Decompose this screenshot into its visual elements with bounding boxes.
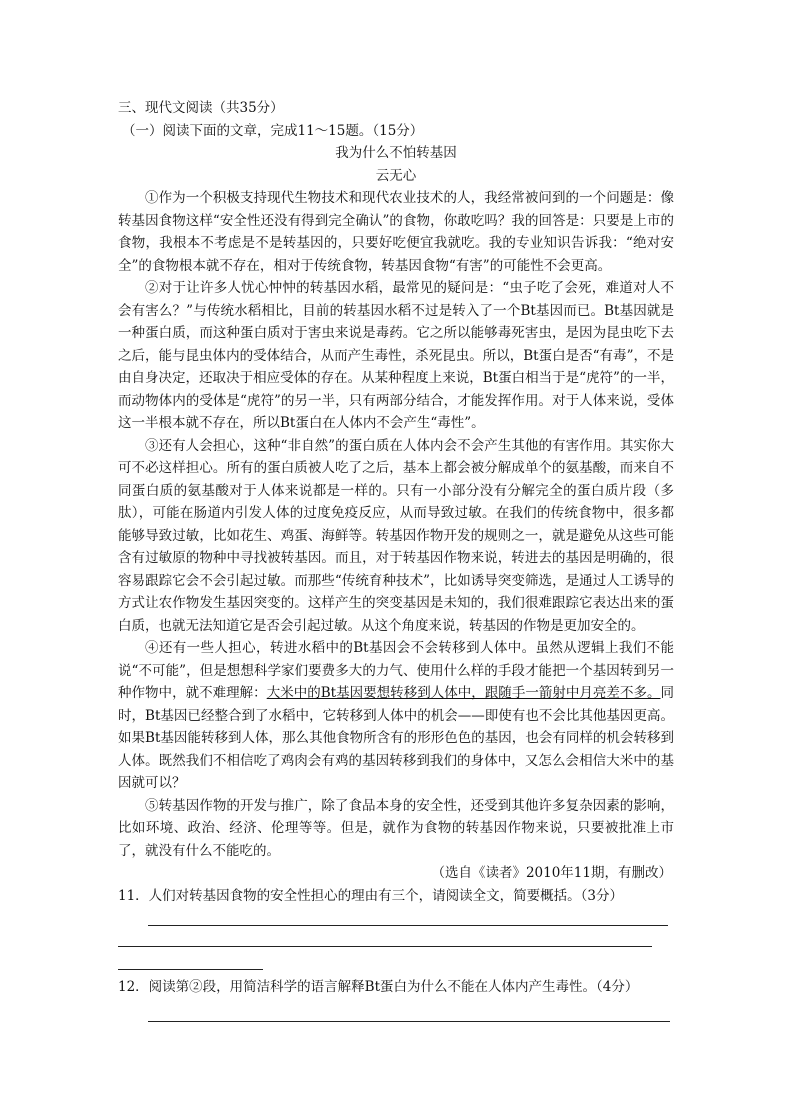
article-source: （选自《读者》2010年11期，有删改） xyxy=(431,865,672,881)
section-title: 三、现代文阅读（共35分） xyxy=(118,100,284,116)
answer-line[interactable] xyxy=(148,1021,670,1022)
answer-line[interactable] xyxy=(118,946,652,947)
paragraph-3: ③还有人会担心，这种“非自然”的蛋白质在人体内会不会产生其他的有害作用。其实你大可不必这样担心。所有的蛋白质被人吃了之后，基本上都会被分解成单个的氨基酸，而来自不同蛋白质的氨基酸对于人体来说都是一样的。只有一小部分没有分解完全的蛋白质片段（多肽），可能在肠道内引发人体的过度免疫反应，从而导致过敏。在我们的传统食物中，很多都能够导致过敏，比如花生、鸡蛋、海鲜等。转基因作物开发的规则之一，就是避免从这些可能含有过敏原的物种中寻找被转基因。而且，对于转基因作物来说，转进去的基因是明确的，很容易跟踪它会不会引起过敏。而那些“传统育种技术”，比如诱导突变筛选，是通过人工诱导的方式让农作物发生基因突变的。这样产生的突变基因是未知的，我们很难跟踪它表达出来的蛋白质，也就无法知道它是否会引起过敏。从这个角度来说，转基因的作物是更加安全的。 xyxy=(118,437,674,634)
underlined-sentence: 大米中的Bt基因要想转移到人体中，跟随手一箭射中月亮差不多。 xyxy=(266,685,661,701)
paragraph-5: ⑤转基因作物的开发与推广，除了食品本身的安全性，还受到其他许多复杂因素的影响，比如环境、政治、经济、伦理等等。但是，就作为食物的转基因作物来说，只要被批准上市了，就没有什么不能吃的。 xyxy=(118,797,674,859)
answer-line[interactable] xyxy=(148,925,668,926)
section-subtitle: （一）阅读下面的文章，完成11～15题。（15分） xyxy=(122,122,424,139)
paragraph-4 xyxy=(118,637,674,795)
question-12: 12．阅读第②段，用简洁科学的语言解释Bt蛋白为什么不能在人体内产生毒性。（4分） xyxy=(118,979,639,995)
article-title: 我为什么不怕转基因 xyxy=(335,145,457,161)
paragraph-4-after: 同时，Bt基因已经整合到了水稻中，它转移到人体中的机会——即使有也不会比其他基因更高。如果Bt基因能转移到人体，那么其他食物所含有的形形色色的基因，也会有同样的机会转移到人体。既然我们不相信吃了鸡肉会有鸡的基因转移到我们的身体中，又怎么会相信大米中的基因就可以？ xyxy=(118,685,674,791)
article-author: 云无心 xyxy=(375,167,417,184)
answer-line[interactable] xyxy=(118,969,263,970)
paragraph-2: ②对于让许多人忧心忡忡的转基因水稻，最常见的疑问是：“虫子吃了会死，难道对人不会有害么？”与传统水稻相比，目前的转基因水稻不过是转入了一个Bt基因而已。Bt基因就是一种蛋白质，而这种蛋白质对于害虫来说是毒药。它之所以能够毒死害虫，是因为昆虫吃下去之后，能与昆虫体内的受体结合，从而产生毒性，杀死昆虫。所以，Bt蛋白是否“有毒”，不是由自身决定，还取决于相应受体的存在。从某种程度上来说，Bt蛋白相当于是“虎符”的一半，而动物体内的受体是“虎符”的另一半，只有两部分结合，才能发挥作用。对于人体来说，受体这一半根本就不存在，所以Bt蛋白在人体内不会产生“毒性”。 xyxy=(118,280,674,431)
document-content xyxy=(118,97,674,1022)
paragraph-1: ①作为一个积极支持现代生物技术和现代农业技术的人，我经常被问到的一个问题是：像转基因食物这样“安全性还没有得到完全确认”的食物，你敢吃吗？我的回答是：只要是上市的食物，我根本不考虑是不是转基因的，只要好吃便宜我就吃。我的专业知识告诉我：“绝对安全”的食物根本就不存在，相对于传统食物，转基因食物“有害”的可能性不会更高。 xyxy=(118,190,674,274)
paragraph-4-before: ④还有一些人担心，转进水稻中的Bt基因会不会转移到人体中。虽然从逻辑上我们不能说“不可能”，但是想想科学家们要费多大的力气、使用什么样的手段才能把一个基因转到另一种作物中，就不难理解： xyxy=(118,640,674,701)
question-11: 11．人们对转基因食物的安全性担心的理由有三个，请阅读全文，简要概括。（3分） xyxy=(118,887,624,904)
